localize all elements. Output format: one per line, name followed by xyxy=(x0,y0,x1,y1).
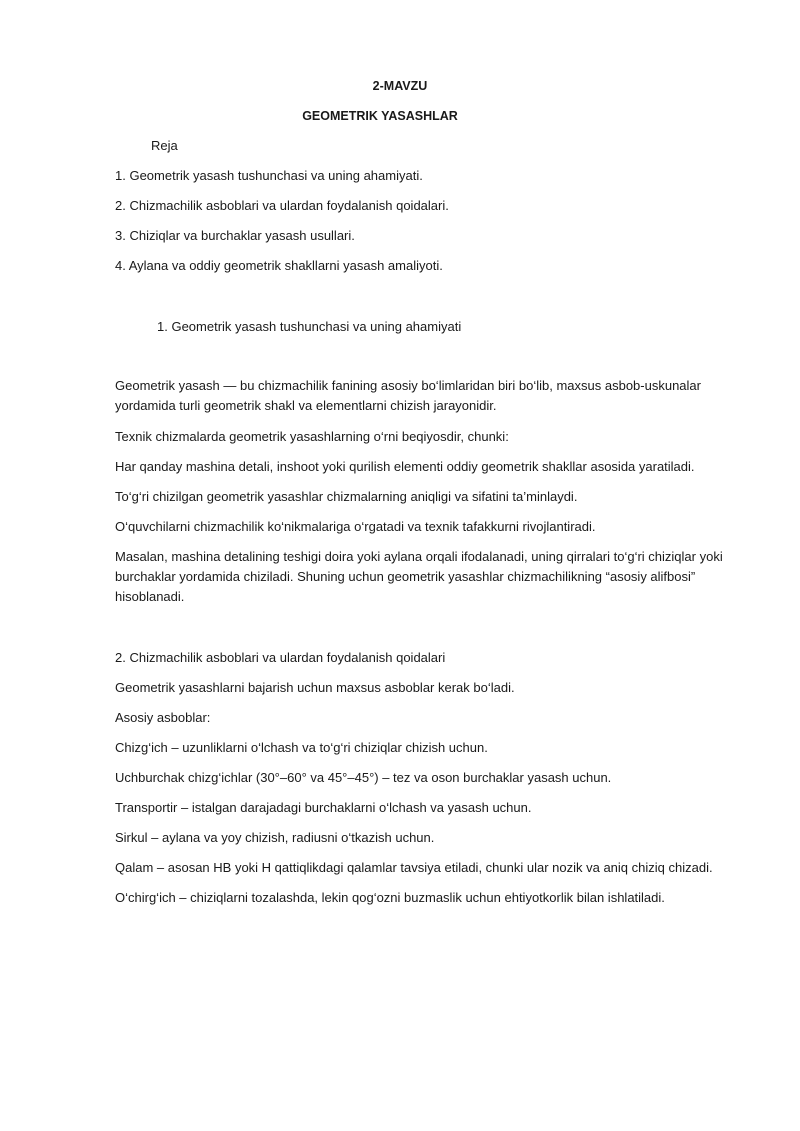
section2-paragraph: Asosiy asboblar: xyxy=(115,710,211,725)
section1-paragraph: O‘quvchilarni chizmachilik ko‘nikmalariga o‘rgatadi va texnik tafakkurni rivojlantiradi. xyxy=(115,519,596,534)
plan-item: 1. Geometrik yasash tushunchasi va uning ahamiyati. xyxy=(115,168,423,183)
section2-paragraph: O‘chirg‘ich – chiziqlarni tozalashda, lekin qog‘ozni buzmaslik uchun ehtiyotkorlik bilan ishlatiladi. xyxy=(115,890,665,905)
topic-number: 2-MAVZU xyxy=(372,79,428,93)
section2-paragraph: Uchburchak chizg‘ichlar (30°–60° va 45°–45°) – tez va oson burchaklar yasash uchun. xyxy=(115,770,612,785)
section1-paragraph: Texnik chizmalarda geometrik yasashlarning o‘rni beqiyosdir, chunki: xyxy=(115,429,509,444)
section2-paragraph: Transportir – istalgan darajadagi burchaklarni o‘lchash va yasash uchun. xyxy=(115,800,532,815)
section1-paragraph: Masalan, mashina detalining teshigi doira yoki aylana orqali ifodalanadi, uning qirralari to‘g‘ri chiziqlar yoki burchaklar yordamida chiziladi. Shuning uchun geometrik yasashlar chizmachilikning “asosiy alifbosi” hisoblanadi. xyxy=(115,549,723,604)
plan-label: Reja xyxy=(151,138,178,153)
section2-paragraph: Chizg‘ich – uzunliklarni o‘lchash va to‘g‘ri chiziqlar chizish uchun. xyxy=(115,740,488,755)
plan-item: 3. Chiziqlar va burchaklar yasash usullari. xyxy=(115,228,355,243)
section2-paragraph: Qalam – asosan HB yoki H qattiqlikdagi qalamlar tavsiya etiladi, chunki ular nozik va aniq chiziq chizadi. xyxy=(115,860,713,875)
section1-paragraph: Geometrik yasash — bu chizmachilik fanining asosiy bo‘limlaridan biri bo‘lib, maxsus asbob-uskunalar yordamida turli geometrik shakl va elementlarni chizish jarayonidir. xyxy=(115,378,701,413)
plan-item: 2. Chizmachilik asboblari va ulardan foydalanish qoidalari. xyxy=(115,198,449,213)
document-title: GEOMETRIK YASASHLAR xyxy=(302,109,458,123)
section1-paragraph: Har qanday mashina detali, inshoot yoki qurilish elementi oddiy geometrik shakllar asosida yaratiladi. xyxy=(115,459,695,474)
section2-heading: 2. Chizmachilik asboblari va ulardan foydalanish qoidalari xyxy=(115,650,446,665)
section2-paragraph: Sirkul – aylana va yoy chizish, radiusni o‘tkazish uchun. xyxy=(115,830,435,845)
section1-paragraph: To‘g‘ri chizilgan geometrik yasashlar chizmalarning aniqligi va sifatini ta’minlaydi. xyxy=(115,489,578,504)
section2-paragraph: Geometrik yasashlarni bajarish uchun maxsus asboblar kerak bo‘ladi. xyxy=(115,680,515,695)
plan-item: 4. Aylana va oddiy geometrik shakllarni yasash amaliyoti. xyxy=(115,258,443,273)
section1-heading: 1. Geometrik yasash tushunchasi va uning ahamiyati xyxy=(157,319,462,334)
